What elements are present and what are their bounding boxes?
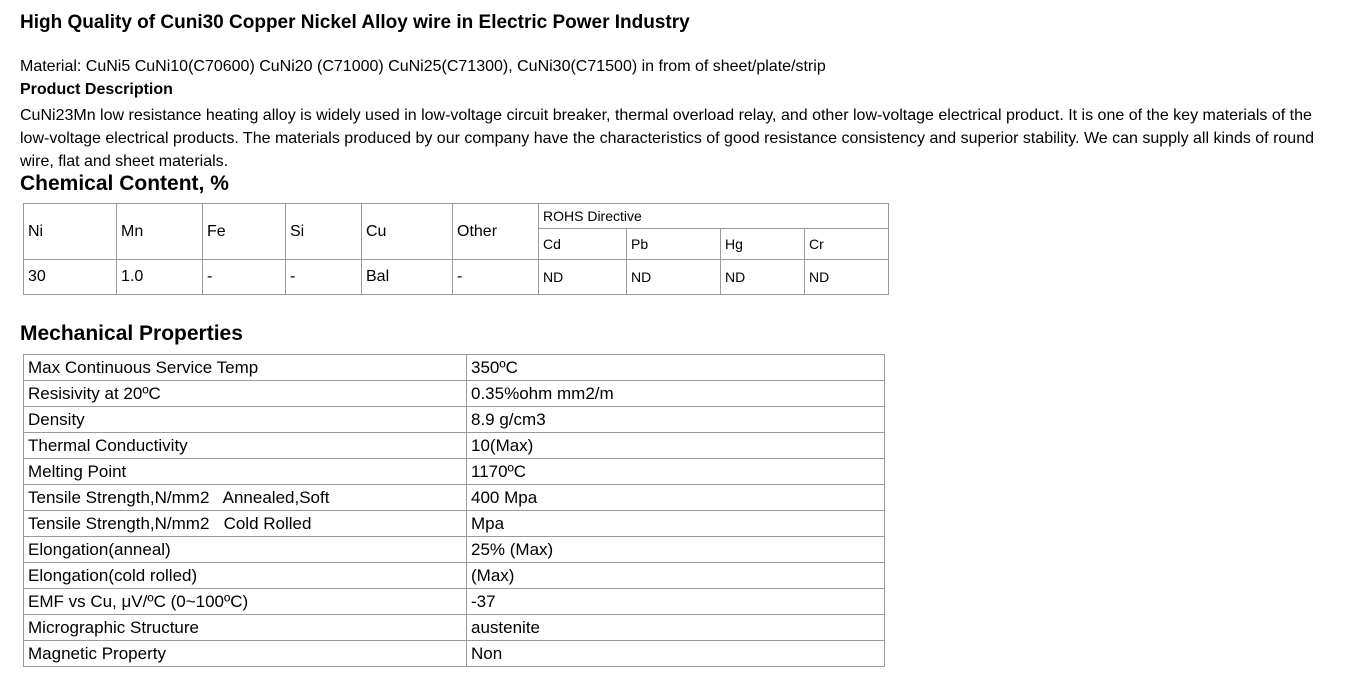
table-row [24,459,885,485]
rohs-value-cd: ND [539,260,627,295]
chem-header-ni: Ni [24,204,117,260]
property-label: Density [24,407,467,433]
property-label: Tensile Strength,N/mm2 Cold Rolled [24,511,467,537]
chemical-content-heading: Chemical Content, % [20,172,229,195]
mechanical-properties-heading: Mechanical Properties [20,322,243,345]
property-value: 400 Mpa [467,485,885,511]
chemical-content-table [23,203,889,295]
table-row [24,355,885,381]
property-value: 0.35%ohm mm2/m [467,381,885,407]
rohs-directive-header: ROHS Directive [539,204,889,229]
table-row [24,537,885,563]
table-row [24,563,885,589]
chem-header-fe: Fe [203,204,286,260]
property-value: 8.9 g/cm3 [467,407,885,433]
property-value: 25% (Max) [467,537,885,563]
table-row [24,381,885,407]
rohs-header-pb: Pb [627,229,721,260]
property-label: Micrographic Structure [24,615,467,641]
chem-value-other: - [453,260,539,295]
chem-value-si: - [286,260,362,295]
chem-value-cu: Bal [362,260,453,295]
table-row [24,615,885,641]
property-label: Max Continuous Service Temp [24,355,467,381]
chem-header-other: Other [453,204,539,260]
property-value: 10(Max) [467,433,885,459]
chem-value-row [24,260,889,295]
property-label: Melting Point [24,459,467,485]
rohs-value-hg: ND [721,260,805,295]
property-value: Non [467,641,885,667]
chem-header-si: Si [286,204,362,260]
property-label: Elongation(anneal) [24,537,467,563]
material-line: Material: CuNi5 CuNi10(C70600) CuNi20 (C71000) CuNi25(C71300), CuNi30(C71500) in from of sheet/plate/strip [20,58,826,75]
table-row [24,407,885,433]
rohs-value-pb: ND [627,260,721,295]
table-row [24,641,885,667]
property-value: -37 [467,589,885,615]
table-row [24,589,885,615]
product-description: CuNi23Mn low resistance heating alloy is widely used in low-voltage circuit breaker, thermal overload relay, and other low-voltage electrical product. It is one of the key materials of the low-voltage electrical products. The materials produced by our company have the characteristics of good resistance consistency and superior stability. We can supply all kinds of round wire, flat and sheet materials. [20,107,1314,170]
rohs-header-cd: Cd [539,229,627,260]
property-label: Magnetic Property [24,641,467,667]
rohs-value-cr: ND [805,260,889,295]
property-label: Tensile Strength,N/mm2 Annealed,Soft [24,485,467,511]
table-row [24,433,885,459]
table-row [24,511,885,537]
product-description-heading: Product Description [20,81,173,98]
mechanical-properties-table [23,354,885,667]
property-value: 1170ºC [467,459,885,485]
chem-header-mn: Mn [117,204,203,260]
chem-value-ni: 30 [24,260,117,295]
chem-value-mn: 1.0 [117,260,203,295]
property-label: Thermal Conductivity [24,433,467,459]
property-value: 350ºC [467,355,885,381]
property-value: Mpa [467,511,885,537]
property-label: EMF vs Cu, μV/ºC (0~100ºC) [24,589,467,615]
rohs-header-hg: Hg [721,229,805,260]
property-value: austenite [467,615,885,641]
table-row [24,485,885,511]
rohs-header-cr: Cr [805,229,889,260]
chem-header-cu: Cu [362,204,453,260]
property-label: Elongation(cold rolled) [24,563,467,589]
page-title: High Quality of Cuni30 Copper Nickel Alloy wire in Electric Power Industry [20,12,690,33]
property-label: Resisivity at 20ºC [24,381,467,407]
chem-value-fe: - [203,260,286,295]
property-value: (Max) [467,563,885,589]
